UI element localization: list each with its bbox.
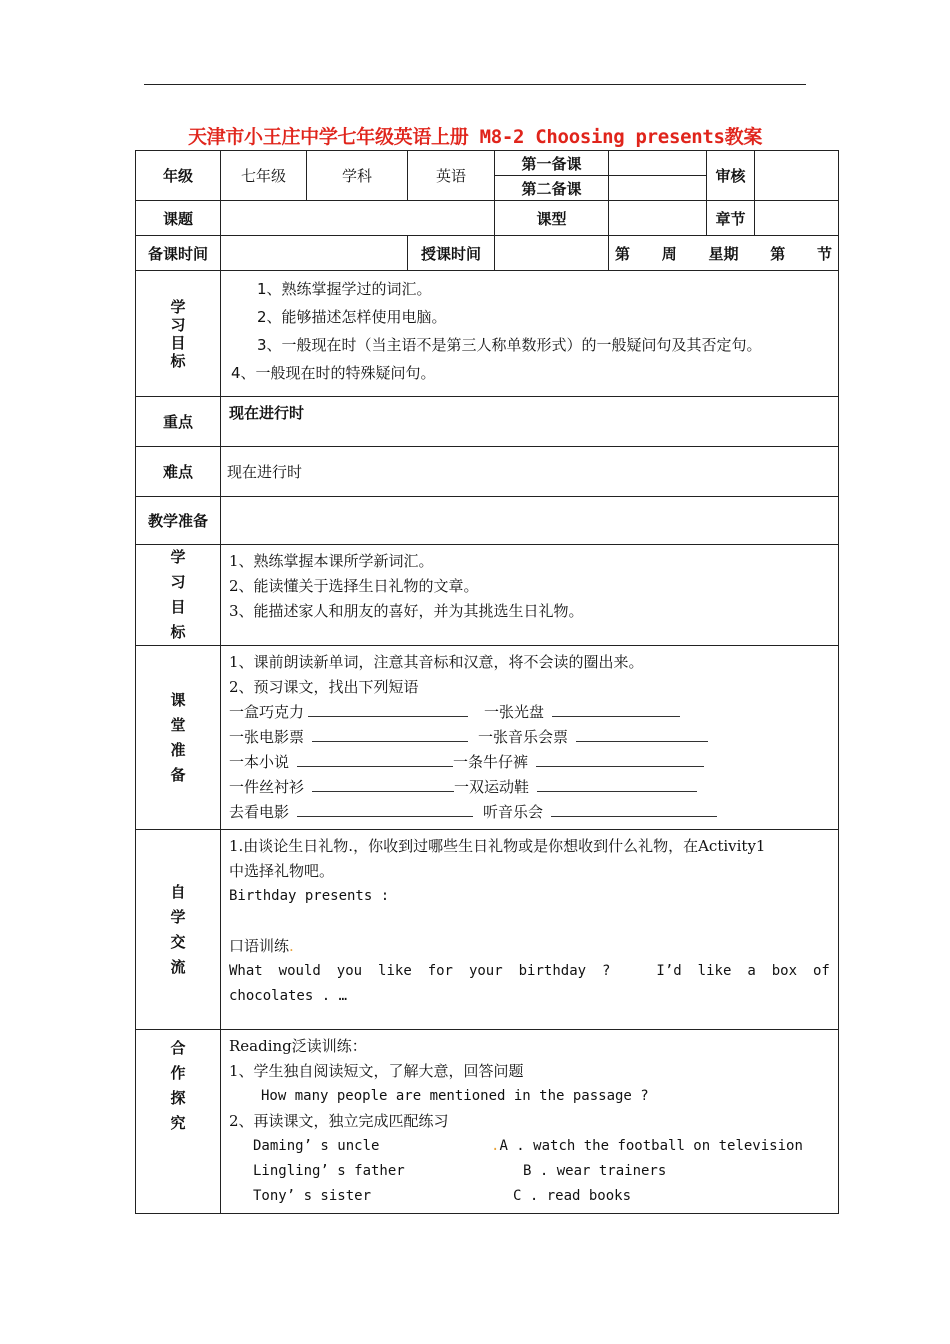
subject-value: 英语 <box>408 151 495 201</box>
preparation-value <box>221 497 839 545</box>
objective-item: 3、一般现在时（当主语不是第三人称单数形式）的一般疑问句及其否定句。 <box>257 336 762 354</box>
match-row: Lingling’ s father B . wear trainers <box>253 1163 667 1179</box>
chapter-value <box>755 201 839 236</box>
self-study-label: 自 学 交 流 <box>136 830 221 1030</box>
class-prep-line: 2、预习课文，找出下列短语 <box>229 678 419 696</box>
page-title: 天津市小王庄中学七年级英语上册 M8-2 Choosing presents教案 <box>187 126 763 148</box>
cooperation-label: 合 作 探 究 <box>136 1030 221 1214</box>
match-row: Daming’ s uncle .A . watch the football on television <box>253 1138 803 1154</box>
period-di: 第 <box>770 244 786 263</box>
objectives-content <box>221 271 839 397</box>
goal-item: 2、能读懂关于选择生日礼物的文章。 <box>229 577 479 595</box>
oral-practice-label: 口语训练. <box>229 937 294 955</box>
reading-label: Reading泛读训练： <box>229 1037 367 1055</box>
learning-goals-content <box>221 545 839 646</box>
lesson-type-value <box>609 201 707 236</box>
dialogue-line: chocolates . … <box>229 988 348 1004</box>
schedule-cell <box>609 236 839 271</box>
class-prep-content <box>221 646 839 830</box>
review-label: 审核 <box>707 151 755 201</box>
objective-item: 1、熟练掌握学过的词汇。 <box>257 280 432 298</box>
grade-label: 年级 <box>136 151 221 201</box>
prep-time-label: 备课时间 <box>136 236 221 271</box>
subject-label: 学科 <box>307 151 408 201</box>
goal-item: 1、熟练掌握本课所学新词汇。 <box>229 552 434 570</box>
lesson-plan-table <box>135 150 839 1214</box>
first-prep-value <box>609 151 707 176</box>
week-di: 第 <box>615 244 631 263</box>
phrase-row: 一本小说 一条牛仔裤 <box>229 750 830 775</box>
header-rule <box>144 84 806 85</box>
phrase-row: 一盒巧克力 一张光盘 <box>229 700 830 725</box>
self-study-line: Birthday presents : <box>229 888 390 904</box>
class-prep-line: 1、课前朗读新单词，注意其音标和汉意，将不会读的圈出来。 <box>229 653 644 671</box>
chapter-label: 章节 <box>707 201 755 236</box>
class-prep-label: 课 堂 准 备 <box>136 646 221 830</box>
phrase-row: 去看电影 听音乐会 <box>229 800 830 825</box>
task-line: 1、学生独自阅读短文，了解大意，回答问题 <box>229 1062 524 1080</box>
phrase-row: 一件丝衬衫 一双运动鞋 <box>229 775 830 800</box>
period-jie: 节 <box>816 244 832 263</box>
topic-label: 课题 <box>136 201 221 236</box>
teach-time-value <box>495 236 609 271</box>
teach-time-label: 授课时间 <box>408 236 495 271</box>
preparation-label: 教学准备 <box>136 497 221 545</box>
cooperation-content <box>221 1030 839 1214</box>
task-line: 2、再读课文，独立完成匹配练习 <box>229 1112 449 1130</box>
self-study-line: 中选择礼物吧。 <box>229 862 335 880</box>
second-prep-value <box>609 176 707 201</box>
second-prep-label: 第二备课 <box>495 176 609 201</box>
topic-value <box>221 201 495 236</box>
objective-item: 4、一般现在时的特殊疑问句。 <box>231 364 436 382</box>
blank-line <box>229 909 830 934</box>
first-prep-label: 第一备课 <box>495 151 609 176</box>
difficulty-label: 难点 <box>136 447 221 497</box>
weekday: 星期 <box>708 244 739 263</box>
difficulty-value: 现在进行时 <box>221 447 839 497</box>
key-point-value: 现在进行时 <box>221 397 839 447</box>
prep-time-value <box>221 236 408 271</box>
self-study-line: 1.由谈论生日礼物.，你收到过哪些生日礼物或是你想收到什么礼物，在Activity1 <box>229 837 766 855</box>
goal-item: 3、能描述家人和朋友的喜好，并为其挑选生日礼物。 <box>229 602 584 620</box>
objective-item: 2、能够描述怎样使用电脑。 <box>257 308 447 326</box>
key-point-label: 重点 <box>136 397 221 447</box>
review-value <box>755 151 839 201</box>
learning-goals-label: 学 习 目 标 <box>136 545 221 646</box>
lesson-type-label: 课型 <box>495 201 609 236</box>
objectives-label: 学 习 目 标 <box>136 271 221 397</box>
match-row: Tony’ s sister C . read books <box>253 1188 632 1204</box>
self-study-content <box>221 830 839 1030</box>
phrase-row: 一张电影票 一张音乐会票 <box>229 725 830 750</box>
week-zhou: 周 <box>661 244 677 263</box>
grade-value: 七年级 <box>221 151 307 201</box>
dialogue-line: What would you like for your birthday ? I’d like a box of <box>229 963 830 979</box>
question-line: How many people are mentioned in the passage ? <box>261 1088 649 1104</box>
